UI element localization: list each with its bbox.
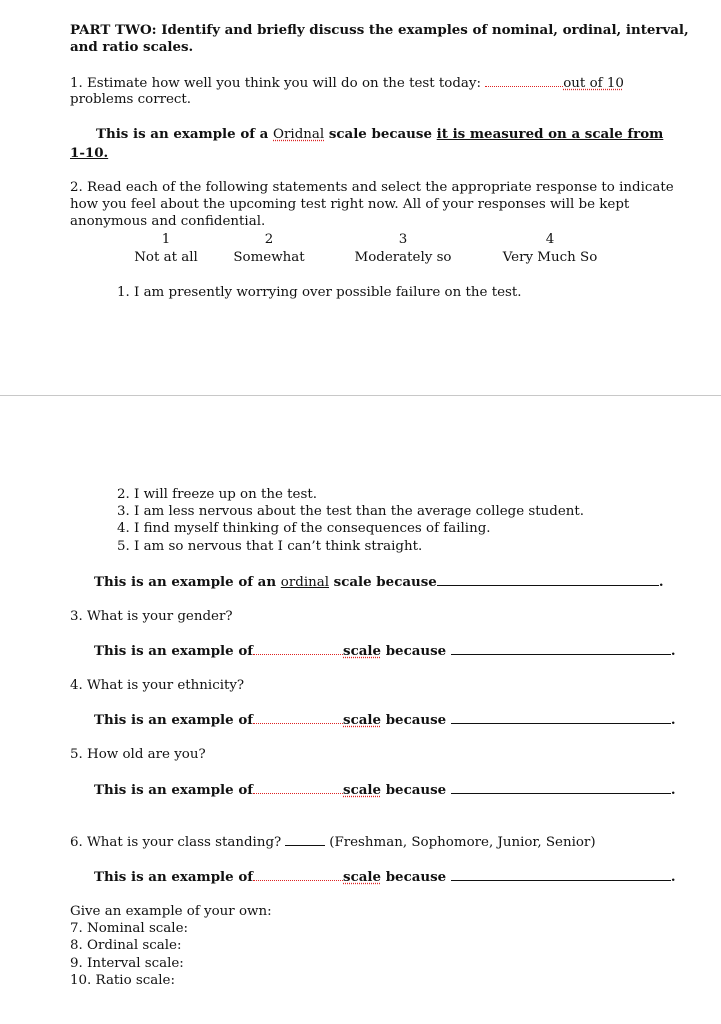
q2-line3: anonymous and confidential.	[70, 214, 266, 229]
statement-5: 5. I am so nervous that I can’t think straight.	[117, 539, 423, 554]
q5-question: 5. How old are you?	[70, 747, 206, 762]
q4-because: because	[385, 712, 447, 728]
statement-1: 1. I am presently worrying over possible failure on the test.	[117, 285, 522, 300]
q1-out-of: out of 10	[563, 76, 624, 91]
statement-2: 2. I will freeze up on the test.	[117, 487, 317, 502]
part-title-line1: PART TWO: Identify and briefly discuss the examples of nominal, ordinal, interval,	[70, 22, 689, 38]
q3-reason-blank[interactable]	[451, 642, 671, 655]
q6-line	[70, 833, 596, 851]
scale-number-1: 1	[161, 232, 171, 247]
q1-answer-scale[interactable]: Oridnal	[273, 127, 325, 142]
q5-reason-blank[interactable]	[451, 781, 671, 794]
q6-question: 6. What is your class standing?	[70, 835, 282, 850]
own-item-ordinal[interactable]: 8. Ordinal scale:	[70, 938, 182, 953]
q4-scale-word: scale	[343, 712, 382, 728]
q6-scale-word: scale	[343, 869, 382, 885]
q5-answer-line	[94, 781, 676, 799]
q6-options: (Freshman, Sophomore, Junior, Senior)	[329, 835, 596, 850]
q6-scale-blank[interactable]	[253, 868, 343, 881]
statement-4: 4. I find myself thinking of the consequences of failing.	[117, 521, 491, 536]
scale-number-2: 2	[264, 232, 274, 247]
q2-reason-blank[interactable]	[437, 573, 659, 586]
q1-answer-prefix: This is an example of a	[96, 126, 269, 142]
q1-line1	[70, 74, 624, 92]
statement-3: 3. I am less nervous about the test than the average college student.	[117, 504, 585, 519]
q6-answer-prefix: This is an example of	[94, 869, 254, 885]
q6-reason-blank[interactable]	[451, 868, 671, 881]
q3-question: 3. What is your gender?	[70, 609, 233, 624]
part-title-line2: and ratio scales.	[70, 39, 194, 55]
q2-line1: 2. Read each of the following statements and select the appropriate response to indicate	[70, 180, 674, 195]
q2-answer-scale[interactable]: ordinal	[280, 575, 329, 590]
q1-blank[interactable]	[485, 74, 563, 87]
q5-period: .	[670, 782, 676, 798]
scale-label-1: Not at all	[134, 250, 198, 265]
q4-period: .	[670, 712, 676, 728]
q1-answer-reason[interactable]: it is measured on a scale from	[436, 126, 664, 142]
q3-scale-blank[interactable]	[253, 642, 343, 655]
q4-scale-blank[interactable]	[253, 711, 343, 724]
scale-label-2: Somewhat	[233, 250, 305, 265]
scale-label-4: Very Much So	[502, 250, 598, 265]
q2-answer-line	[94, 573, 664, 591]
q3-scale-word: scale	[343, 643, 382, 659]
q1-answer-line	[96, 126, 663, 143]
q3-because: because	[385, 643, 447, 659]
q5-answer-prefix: This is an example of	[94, 782, 254, 798]
document-page-2	[0, 397, 721, 1024]
q1-answer-reason2[interactable]: 1-10.	[70, 145, 109, 161]
q6-because: because	[385, 869, 447, 885]
page-divider	[0, 395, 721, 396]
q4-answer-prefix: This is an example of	[94, 712, 254, 728]
q2-period: .	[658, 574, 664, 590]
own-intro: Give an example of your own:	[70, 904, 272, 919]
q5-because: because	[385, 782, 447, 798]
document-page-1	[0, 0, 721, 396]
q6-standing-blank[interactable]	[285, 833, 325, 846]
own-item-nominal[interactable]: 7. Nominal scale:	[70, 921, 189, 936]
own-item-ratio[interactable]: 10. Ratio scale:	[70, 973, 175, 988]
q3-answer-prefix: This is an example of	[94, 643, 254, 659]
q2-line2: how you feel about the upcoming test right now. All of your responses will be kept	[70, 197, 630, 212]
q5-scale-word: scale	[343, 782, 382, 798]
q1-line2: problems correct.	[70, 92, 192, 107]
scale-label-3: Moderately so	[354, 250, 452, 265]
q2-answer-prefix: This is an example of an	[94, 574, 277, 590]
q6-answer-line	[94, 868, 676, 886]
own-item-interval[interactable]: 9. Interval scale:	[70, 956, 184, 971]
q5-scale-blank[interactable]	[253, 781, 343, 794]
scale-number-4: 4	[545, 232, 555, 247]
q4-reason-blank[interactable]	[451, 711, 671, 724]
q3-answer-line	[94, 642, 676, 660]
q2-answer-mid: scale because	[333, 574, 437, 590]
scale-number-3: 3	[398, 232, 408, 247]
q1-text: 1. Estimate how well you think you will do on the test today:	[70, 76, 481, 91]
q6-period: .	[670, 869, 676, 885]
q4-question: 4. What is your ethnicity?	[70, 678, 245, 693]
q1-answer-mid: scale because	[328, 126, 432, 142]
q4-answer-line	[94, 711, 676, 729]
q3-period: .	[670, 643, 676, 659]
